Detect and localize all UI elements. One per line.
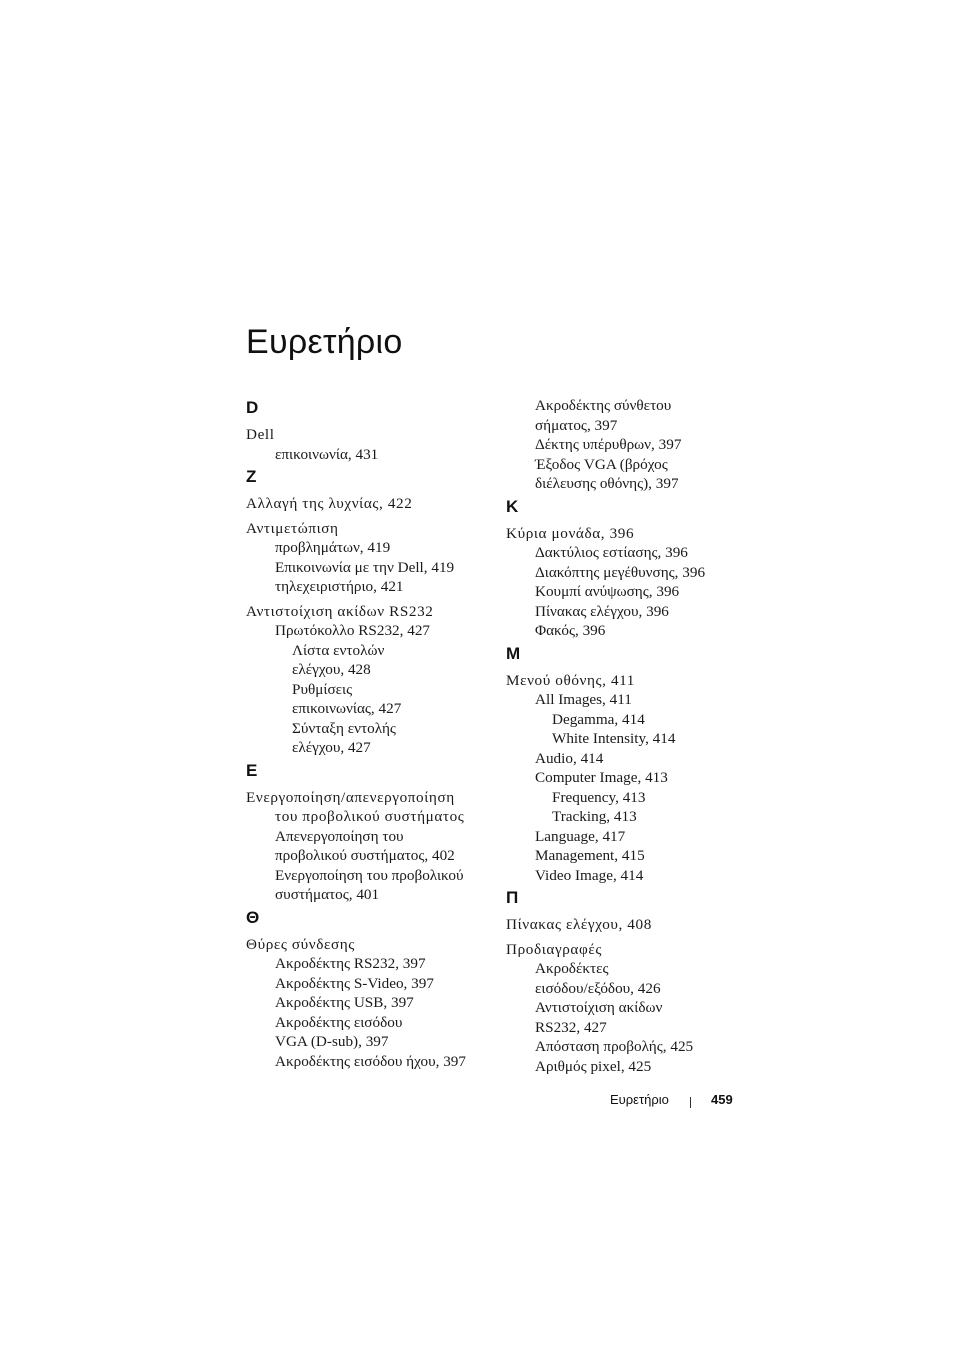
index-subsubentry: Σύνταξη εντολής: [292, 719, 396, 737]
index-entry: Αλλαγή της λυχνίας, 422: [246, 495, 413, 512]
index-subentry: Video Image, 414: [535, 866, 644, 884]
index-letter-heading: Π: [506, 888, 519, 907]
index-subentry: All Images, 411: [535, 691, 632, 708]
index-subentry: Ακροδέκτες: [535, 960, 609, 977]
index-subsubentry: White Intensity, 414: [552, 730, 676, 747]
index-subentry: Δακτύλιος εστίασης, 396: [535, 544, 688, 561]
index-entry: Αντιμετώπιση: [246, 519, 339, 537]
footer-divider: [690, 1097, 691, 1108]
index-letter-heading: Θ: [246, 907, 260, 927]
index-entry-continued: διέλευσης οθόνης), 397: [535, 475, 679, 492]
index-subentry: Κουμπί ανύψωσης, 396: [535, 583, 680, 600]
index-subentry: Audio, 414: [535, 749, 604, 767]
index-subentry: επικοινωνία, 431: [275, 445, 379, 463]
index-subentry: Φακός, 396: [535, 622, 606, 639]
page-title: Ευρετήριο: [246, 322, 403, 361]
index-entry: Dell: [246, 426, 275, 443]
index-subsubentry: Tracking, 413: [552, 808, 637, 825]
index-entry-continued: επικοινωνίας, 427: [292, 700, 402, 717]
index-entry-continued: ελέγχου, 427: [292, 739, 371, 756]
index-entry-continued: RS232, 427: [535, 1018, 607, 1036]
index-subsubentry: Frequency, 413: [552, 788, 646, 806]
index-subentry: Αντιστοίχιση ακίδων: [535, 999, 663, 1016]
index-column-left: [246, 395, 491, 1071]
index-letter-heading: K: [506, 496, 519, 516]
index-letter-heading: E: [246, 760, 258, 780]
index-subentry: Ακροδέκτης εισόδου: [275, 1013, 403, 1031]
index-entry-continued: προβλημάτων, 419: [275, 539, 391, 556]
index-entry-continued: VGA (D-sub), 397: [275, 1033, 389, 1050]
index-subentry: Ακροδέκτης RS232, 397: [275, 955, 426, 972]
index-subsubentry: Λίστα εντολών: [292, 641, 385, 659]
page-number: 459: [711, 1092, 733, 1107]
index-entry-continued: ελέγχου, 428: [292, 661, 371, 678]
index-subentry: Management, 415: [535, 847, 645, 864]
index-entry-continued: του προβολικού συστήματος: [275, 808, 465, 825]
index-subentry: Ακροδέκτης USB, 397: [275, 994, 414, 1011]
index-entry: Κύρια μονάδα, 396: [506, 524, 635, 542]
index-entry-continued: προβολικού συστήματος, 402: [275, 847, 455, 864]
index-subentry: Ακροδέκτης S-Video, 397: [275, 974, 434, 992]
index-subentry: Ενεργοποίηση του προβολικού: [275, 866, 464, 884]
index-subentry: Δέκτης υπέρυθρων, 397: [535, 436, 682, 453]
index-entry: Προδιαγραφές: [506, 940, 602, 958]
index-column-right: [506, 395, 751, 1076]
index-subentry: Επικοινωνία με την Dell, 419: [275, 558, 455, 576]
index-subentry: Language, 417: [535, 827, 626, 845]
index-subentry: Αριθμός pixel, 425: [535, 1057, 652, 1075]
index-letter-heading: Z: [246, 467, 257, 486]
index-subentry: Απόσταση προβολής, 425: [535, 1038, 694, 1055]
index-letter-heading: D: [246, 398, 259, 417]
index-entry: Μενού οθόνης, 411: [506, 671, 635, 689]
index-letter-heading: M: [506, 643, 521, 663]
index-entry: Πίνακας ελέγχου, 408: [506, 916, 652, 933]
index-subentry: Πρωτόκολλο RS232, 427: [275, 622, 431, 639]
index-subentry: Πίνακας ελέγχου, 396: [535, 602, 669, 620]
index-entry: Ενεργοποίηση/απενεργοποίηση: [246, 788, 455, 806]
index-entry-continued: εισόδου/εξόδου, 426: [535, 979, 661, 997]
index-entry-continued: συστήματος, 401: [275, 886, 380, 903]
footer-section-label: Ευρετήριο: [610, 1092, 669, 1107]
index-subentry: Απενεργοποίηση του: [275, 827, 404, 845]
index-subentry: Ακροδέκτης σύνθετου: [535, 397, 672, 414]
index-entry-continued: σήματος, 397: [535, 416, 618, 434]
index-subentry: Computer Image, 413: [535, 769, 668, 786]
index-subentry: Έξοδος VGA (βρόχος: [535, 455, 668, 473]
index-subsubentry: Degamma, 414: [552, 710, 645, 728]
index-subentry: τηλεχειριστήριο, 421: [275, 578, 404, 595]
index-subentry: Ακροδέκτης εισόδου ήχου, 397: [275, 1052, 466, 1070]
index-subsubentry: Ρυθμίσεις: [292, 680, 353, 698]
index-entry: Αντιστοίχιση ακίδων RS232: [246, 602, 434, 620]
index-subentry: Διακόπτης μεγέθυνσης, 396: [535, 563, 706, 581]
index-entry: Θύρες σύνδεσης: [246, 935, 355, 953]
